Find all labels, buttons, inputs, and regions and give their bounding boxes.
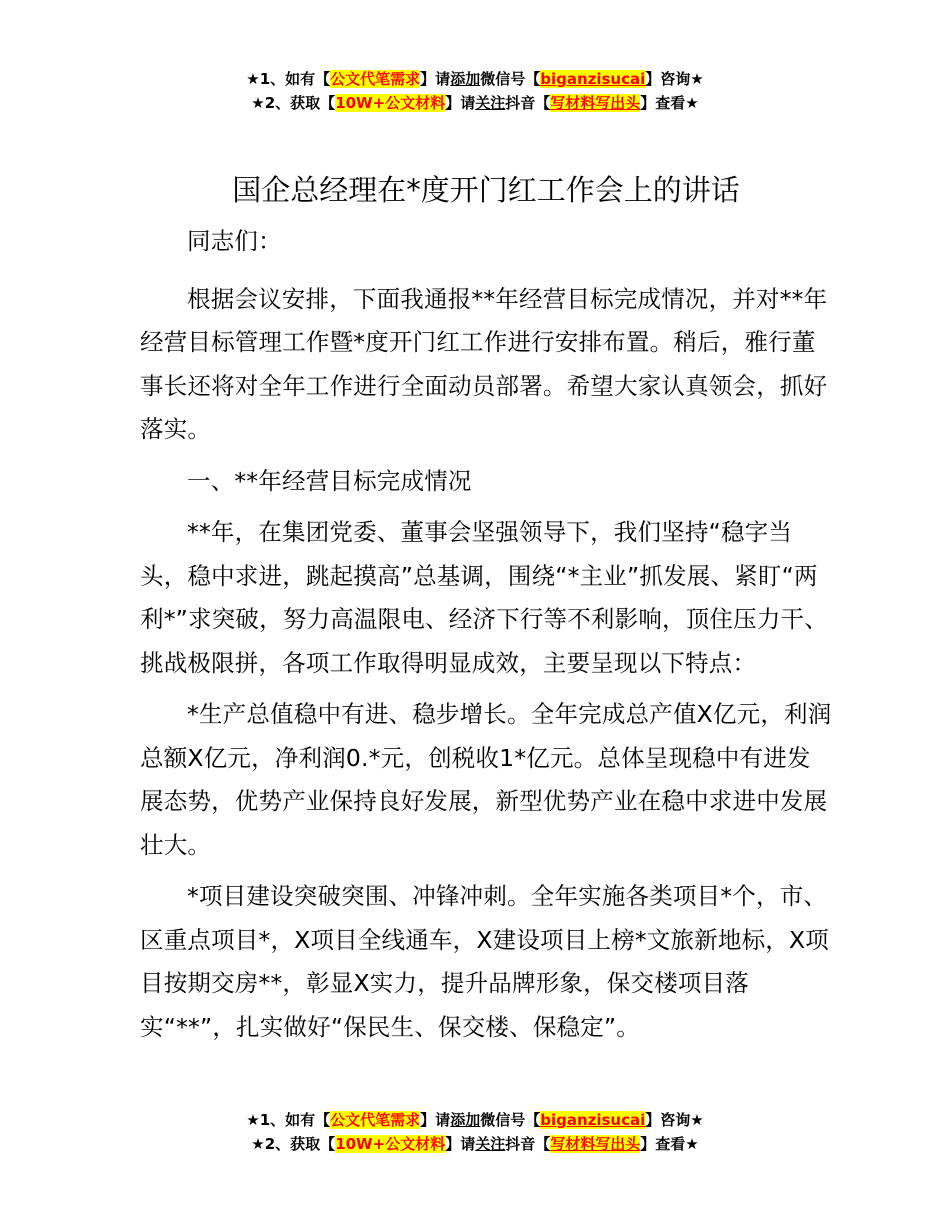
banner-text: 】请 [420, 70, 451, 88]
banner-text: ★1、如有【 [246, 1111, 331, 1129]
banner-text: ★2、获取【 [251, 94, 336, 112]
banner-text: 抖音【 [505, 1135, 551, 1153]
banner-text: 微信号【 [480, 70, 541, 88]
banner-text: 】请 [445, 94, 476, 112]
banner-emphasis: 关注 [475, 94, 506, 112]
banner-text: 】咨询★ [645, 70, 704, 88]
banner-emphasis: 添加 [450, 1111, 481, 1129]
banner-line-2 [0, 1132, 950, 1156]
header-banner [0, 67, 950, 115]
banner-text: 】请 [420, 1111, 451, 1129]
banner-line-2 [0, 91, 950, 115]
banner-emphasis: 添加 [450, 70, 481, 88]
paragraph-overview: **年，在集团党委、董事会坚强领导下，我们坚持“稳字当头，稳中求进，跳起摸高”总基调，围绕“*主业”抓发展、紧盯“两利*”求突破，努力高温限电、经济下行等不利影响，顶住压力干、挑战极限拼，各项工作取得明显成效，主要呈现以下特点： [140, 518, 828, 677]
paragraph-intro: 根据会议安排，下面我通报**年经营目标完成情况，并对**年经营目标管理工作暨*度开门红工作进行安排布置。稍后，雅行董事长还将对全年工作进行全面动员部署。希望大家认真领会，抓好落实。 [140, 284, 828, 443]
banner-text: ★2、获取【 [251, 1135, 336, 1153]
banner-text: 】查看★ [640, 1135, 699, 1153]
highlight-materials: 10W+公文材料 [335, 1135, 446, 1153]
salutation: 同志们： [187, 227, 282, 255]
douyin-account: 写材料写出头 [550, 94, 641, 112]
banner-emphasis: 关注 [475, 1135, 506, 1153]
wechat-id: biganzisucai [540, 1111, 646, 1129]
document-title: 国企总经理在*度开门红工作会上的讲话 [232, 173, 740, 207]
banner-line-1 [0, 67, 950, 91]
document-body [140, 168, 832, 1057]
banner-text: 微信号【 [480, 1111, 541, 1129]
footer-banner [0, 1108, 950, 1156]
banner-line-1 [0, 1108, 950, 1132]
douyin-account: 写材料写出头 [550, 1135, 641, 1153]
banner-text: ★1、如有【 [246, 70, 331, 88]
section-heading: 一、**年经营目标完成情况 [187, 466, 472, 495]
banner-text: 抖音【 [505, 94, 551, 112]
highlight-materials: 10W+公文材料 [335, 94, 446, 112]
banner-text: 】查看★ [640, 94, 699, 112]
paragraph-projects: *项目建设突破突围、冲锋冲刺。全年实施各类项目*个，市、区重点项目*，X项目全线通车，X建设项目上榜*文旅新地标，X项目按期交房**，彰显X实力，提升品牌形象，保交楼项目落实“**”，扎实做好“保民生、保交楼、保稳定”。 [140, 882, 829, 1041]
highlight-service: 公文代笔需求 [330, 70, 421, 88]
paragraph-production: *生产总值稳中有进、稳步增长。全年完成总产值X亿元，利润总额X亿元，净利润0.*元，创税收1*亿元。总体呈现稳中有进发展态势，优势产业保持良好发展，新型优势产业在稳中求进中发展壮大。 [140, 700, 832, 859]
banner-text: 】请 [445, 1135, 476, 1153]
highlight-service: 公文代笔需求 [330, 1111, 421, 1129]
wechat-id: biganzisucai [540, 70, 646, 88]
banner-text: 】咨询★ [645, 1111, 704, 1129]
